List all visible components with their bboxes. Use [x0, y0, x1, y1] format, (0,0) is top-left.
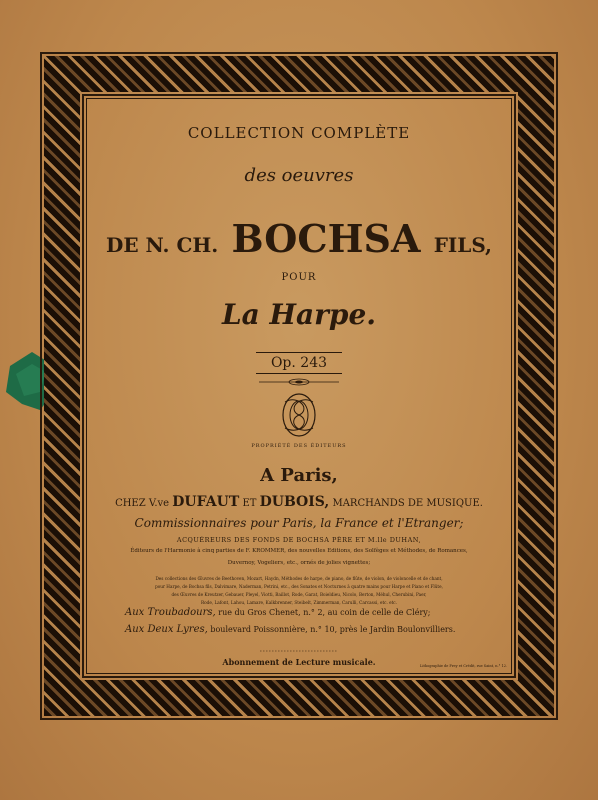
city-line: A Paris,: [260, 465, 338, 486]
publisher-1: DUFAUT: [172, 494, 240, 510]
ornament-dots-icon: [260, 648, 338, 654]
propriete-line: PROPRIÉTÉ DES ÉDITEURS: [251, 443, 347, 449]
composer-suffix: FILS,: [433, 233, 493, 257]
editeurs-line: Éditeurs de l'Harmonie à cinq parties de F. KROMMER, des nouvelles Editions, des Solfèges et Méthodes, de Romances,: [130, 548, 468, 554]
opus-number: 243: [300, 355, 328, 371]
composer-name: BOCHSA: [231, 216, 421, 261]
publisher-line: [88, 494, 510, 510]
address-1-rest: rue du Gros Chenet, n.° 2, au coin de celle de Cléry;: [218, 608, 431, 617]
abonnement-line: Abonnement de Lecture musicale.: [222, 657, 376, 667]
publisher-suffix: MARCHANDS DE MUSIQUE.: [332, 498, 483, 509]
opus-label: Op.: [270, 355, 296, 371]
acquereurs-line: ACQUÉREURS DES FONDS DE BOCHSA PÈRE ET M.lle DUHAN,: [176, 536, 422, 544]
collection-heading: COLLECTION COMPLÈTE: [187, 124, 411, 142]
publisher-prefix: CHEZ V.ve: [115, 498, 170, 509]
small-text-line: Rode, Lafont, Lahou, Lamare, Kalkbrenner, Steibelt, Zimmerman, Carulli, Carcassi, etc. etc.: [200, 600, 397, 605]
publisher-2: DUBOIS,: [259, 494, 330, 510]
commissionnaires-line: Commissionnaires pour Paris, la France et l'Etranger;: [134, 516, 464, 530]
small-text-line: des Œuvres de Kreutzer, Gebauer, Pleyel, Viotti, Baillot, Rode, Garat, Boieldieu, Nicolo, Berton, Méhul, Cherubini, Paer,: [171, 592, 427, 597]
address-troubadours: [125, 607, 431, 618]
address-deux-lyres: [125, 624, 455, 635]
publisher-monogram-icon: [271, 390, 327, 440]
instrument-title: La Harpe.: [221, 298, 377, 331]
duvernoy-line: Duvernoy, Vogeliers, etc., ornés de jolies vignettes;: [227, 560, 371, 566]
publisher-and: ET: [242, 498, 257, 509]
pour-line: POUR: [281, 272, 317, 283]
ornament-rule-icon: [259, 378, 339, 386]
small-text-line: Des collections des Œuvres de Beethoven, Mozart, Haydn, Méthodes de harpe, de piano, de flûte, de violon, de violoncelle et de chant,: [155, 576, 443, 581]
address-1-name: Aux Troubadours,: [125, 607, 216, 618]
composer-prefix: DE N. CH.: [105, 233, 219, 257]
composer-line: [88, 216, 510, 261]
opus-box: [256, 352, 342, 374]
address-2-name: Aux Deux Lyres,: [125, 624, 208, 635]
des-oeuvres-line: des oeuvres: [244, 165, 354, 186]
address-2-rest: boulevard Poissonnière, n.° 10, près le Jardin Boulonvilliers.: [210, 625, 456, 634]
engraver-credit: Lithographie de Frey et Crédit, rue Saint, n.° 12.: [420, 664, 508, 668]
small-text-line: pour Harpe, de Bochsa fils, Dalvimare, Naderman, Petrini, etc., des Sonates et Nocturnes à quatre mains pour Harpe et Piano et Flûte,: [155, 584, 443, 589]
